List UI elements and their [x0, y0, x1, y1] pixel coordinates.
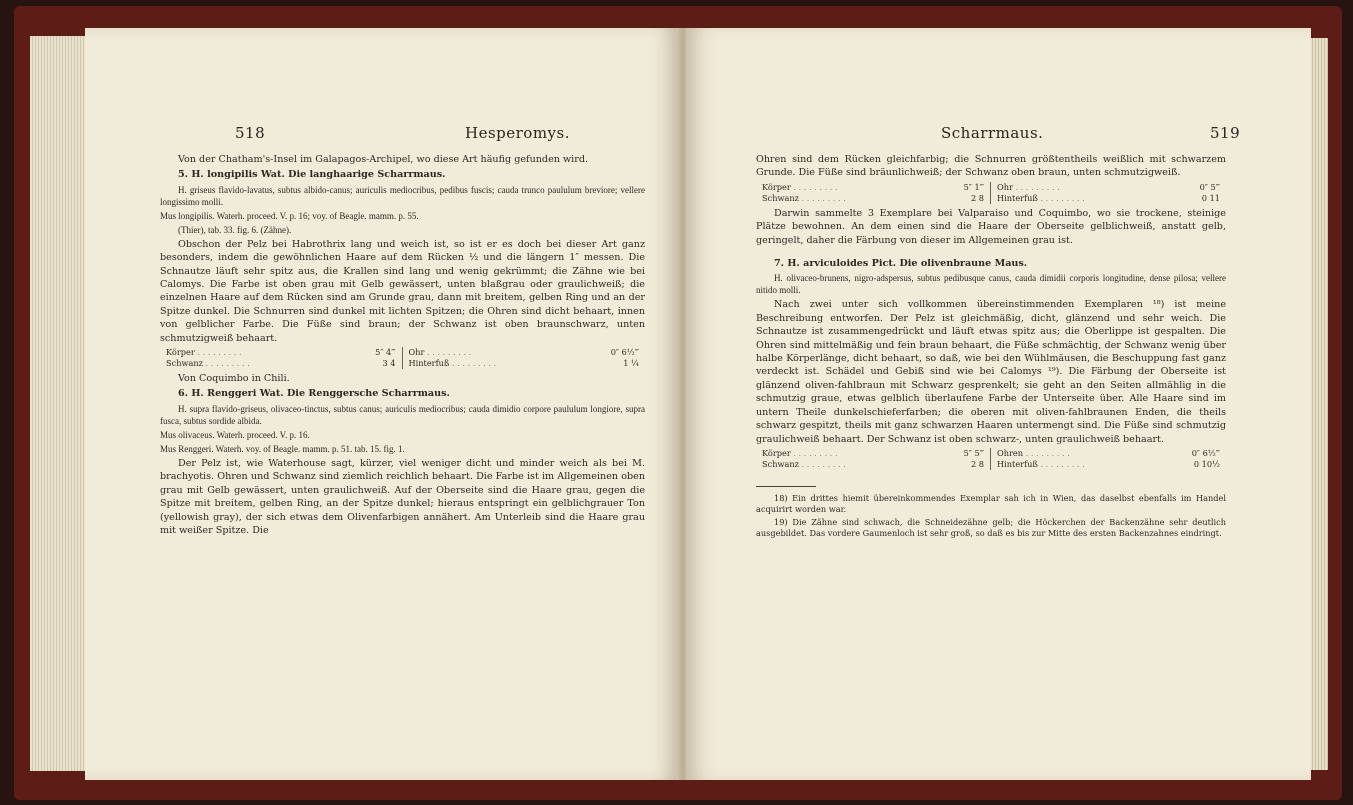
footnote-19: 19) Die Zähne sind schwach, die Schneidezähne gelb; die Höckerchen der Backenzähne sehr deutlich ausgebildet. Das vordere Gaumenloch ist sehr groß, so daß es bis zur Mitte des ersten Backenzahnes eindringt.	[756, 516, 1226, 538]
species-5-measurements	[160, 347, 645, 369]
darwin-paragraph: Darwin sammelte 3 Exemplare bei Valparaiso und Coquimbo, wo sie trockene, steinige Plätze bewohnen. An dem einen sind die Haare der Oberseite gelblichweiß, anstatt gelb, geringelt, daher die Färbung von dieser im Allgemeinen grau ist.	[756, 207, 1226, 246]
page-edges-right	[1310, 38, 1328, 770]
measure-label: Hinterfuß . . .	[409, 358, 497, 369]
species-6-heading: 6. H. Renggeri Wat. Die Renggersche Scharrmaus.	[178, 388, 450, 400]
species-7-measurements	[756, 448, 1226, 470]
measure-label: Schwanz . . .	[762, 459, 846, 470]
species-5-origin: Von Coquimbo in Chili.	[178, 373, 290, 385]
species-6-diagnosis: H. supra flavido-griseus, olivaceo-tinctus, subtus canus; auriculis mediocribus; cauda dimidio corpore paululum longiore, supra fusca, subtus sordide albida.	[160, 403, 645, 426]
measure-label: Ohr . . .	[409, 347, 472, 358]
intro-paragraph: Von der Chatham's-Insel im Galapagos-Archipel, wo diese Art häufig gefunden wird.	[178, 154, 589, 165]
measure-value: 0″ 6½‴	[1191, 447, 1220, 458]
left-page-text	[160, 153, 645, 539]
species-7-description: Nach zwei unter sich vollkommen übereinstimmenden Exemplaren ¹⁸) ist meine Beschreibung entworfen. Der Pelz ist gleichmäßig, dicht, glänzend und sehr weich. Die Schnautze ist zusammengedrückt und läuft etwas spitz aus; die Oberlippe ist gespalten. Die Ohren sind mittelmäßig und fein braun behaart, die Füße schmächtig, der Schwanz wenig über halbe Körperlänge, dicht behaart, so daß, wie bei den Wühlmäusen, die Beschuppung fast ganz verdeckt ist. Schädel und Gebiß sind wie bei Calomys ¹⁹). Die Färbung der Oberseite ist glänzend oliven-fahlbraun mit Schwarz gesprenkelt; sie geht an den Seiten allmählig in die schmutzig graue, etwas gelblich überlaufene Farbe der Unterseite über. Alle Haare sind im untern Theile dunkelschieferfarben; die oberen mit oliven-fahlbraunen Enden, die theils schwarz gespitzt, theils mit ganz schwarzen Haaren untermengt sind. Die Füße sind schmutzig graulichweiß behaart. Der Schwanz ist oben schwarz-, unten graulichweiß behaart.	[756, 299, 1226, 445]
measure-label: Körper . . .	[166, 347, 242, 358]
measure-value: 2 8	[970, 192, 984, 203]
continued-paragraph: Ohren sind dem Rücken gleichfarbig; die Schnurren größtentheils weißlich mit schwarzem Grunde. Die Füße sind bräunlichweiß; der Schwanz oben braun, unten schmutzigweiß.	[756, 154, 1226, 179]
measure-label: Ohren . . .	[997, 448, 1070, 459]
species-5-reference-cont: (Thier), tab. 33. fig. 6. (Zähne).	[178, 224, 292, 235]
measure-value: 5″ 1‴	[963, 181, 984, 192]
footnote-18: 18) Ein drittes hiemit übereinkommendes Exemplar sah ich in Wien, das daselbst ebenfalls im Handel acquirirt worden war.	[756, 492, 1226, 514]
measure-label: Schwanz . . .	[762, 193, 846, 204]
page-edges-left	[30, 36, 86, 771]
measure-label: Hinterfuß . . .	[997, 193, 1085, 204]
left-page-number: 518	[235, 124, 266, 142]
measure-label: Ohr . . .	[997, 182, 1060, 193]
right-running-head: Scharrmaus.	[941, 124, 1044, 142]
measure-value: 0″ 6½‴	[610, 347, 639, 358]
species-6-measurements	[756, 182, 1226, 204]
species-5-diagnosis: H. griseus flavido-lavatus, subtus albido-canus; auriculis mediocribus, pedibus fuscis; cauda trunco paululum breviore; vellere longissimo molli.	[160, 184, 645, 207]
species-6-reference: Mus olivaceus. Waterh. proceed. V. p. 16.	[160, 429, 310, 440]
measure-value: 2 8	[970, 458, 984, 469]
measure-label: Hinterfuß . . .	[997, 459, 1085, 470]
measure-value: 0 11	[1201, 192, 1220, 203]
measure-value: 1 ¼	[623, 358, 639, 369]
left-page	[85, 28, 680, 780]
left-running-head: Hesperomys.	[465, 124, 570, 142]
measure-label: Körper . . .	[762, 182, 838, 193]
measure-value: 5″ 5‴	[963, 447, 984, 458]
measure-value: 3 4	[382, 358, 396, 369]
species-5-reference: Mus longipilis. Waterh. proceed. V. p. 16; voy. of Beagle. mamm. p. 55.	[160, 210, 419, 221]
footnotes	[756, 486, 1226, 539]
right-page-text	[756, 153, 1226, 541]
footnote-rule	[756, 486, 816, 487]
measure-label: Körper . . .	[762, 448, 838, 459]
measure-value: 0 10½	[1193, 458, 1220, 469]
right-page-number: 519	[1210, 124, 1241, 142]
measure-value: 5″ 4‴	[375, 347, 396, 358]
species-6-description: Der Pelz ist, wie Waterhouse sagt, kürzer, viel weniger dicht und minder weich als bei M. brachyotis. Ohren und Schwanz sind ziemlich reichlich behaart. Die Farbe ist im Allgemeinen oben grau mit Gelb gewässert, unten graulichweiß. Auf der Oberseite sind die Haare grau, gegen die Spitze mit breitem, gelben Ring, an der Spitze dunkel; hieraus entspringt ein gelblichgrauer Ton (yellowish gray), der sich etwas dem Olivenfarbigen annähert. Am Unterleib sind die Haare grau mit weißer Spitze. Die	[160, 457, 645, 536]
species-6-reference-2: Mus Renggeri. Waterh. voy. of Beagle. mamm. p. 51. tab. 15. fig. 1.	[160, 443, 405, 454]
species-5-heading: 5. H. longipilis Wat. Die langhaarige Scharrmaus.	[178, 169, 446, 181]
species-7-heading: 7. H. arviculoides Pict. Die olivenbraune Maus.	[774, 258, 1028, 270]
measure-label: Schwanz . . .	[166, 358, 250, 369]
species-5-description: Obschon der Pelz bei Habrothrix lang und weich ist, so ist er es doch bei dieser Art ganz besonders, indem die gewöhnlichen Haare auf dem Rücken ½ und die längern 1″ messen. Die Schnautze läuft sehr spitz aus, die Krallen sind lang und wenig gekrümmt; die Zähne wie bei Calomys. Die Farbe ist oben grau mit Gelb gewässert, unten blaßgrau oder graulichweiß; die einzelnen Haare auf dem Rücken sind am Grunde grau, dann mit breitem, gelben Ring und an der Spitze dunkel. Die Schnurren sind dunkel mit lichten Spitzen; die Ohren sind dicht behaart, innen von gelblicher Farbe. Die Füße sind braun; der Schwanz ist oben braunschwarz, unten schmutzigweiß behaart.	[160, 238, 645, 344]
measure-value: 0″ 5‴	[1199, 181, 1220, 192]
right-page	[686, 28, 1311, 780]
species-7-diagnosis: H. olivaceo-brunens, nigro-adspersus, subtus pedibusque canus, cauda dimidii corporis longitudine, dense pilosa; vellere nitido molli.	[756, 273, 1226, 296]
